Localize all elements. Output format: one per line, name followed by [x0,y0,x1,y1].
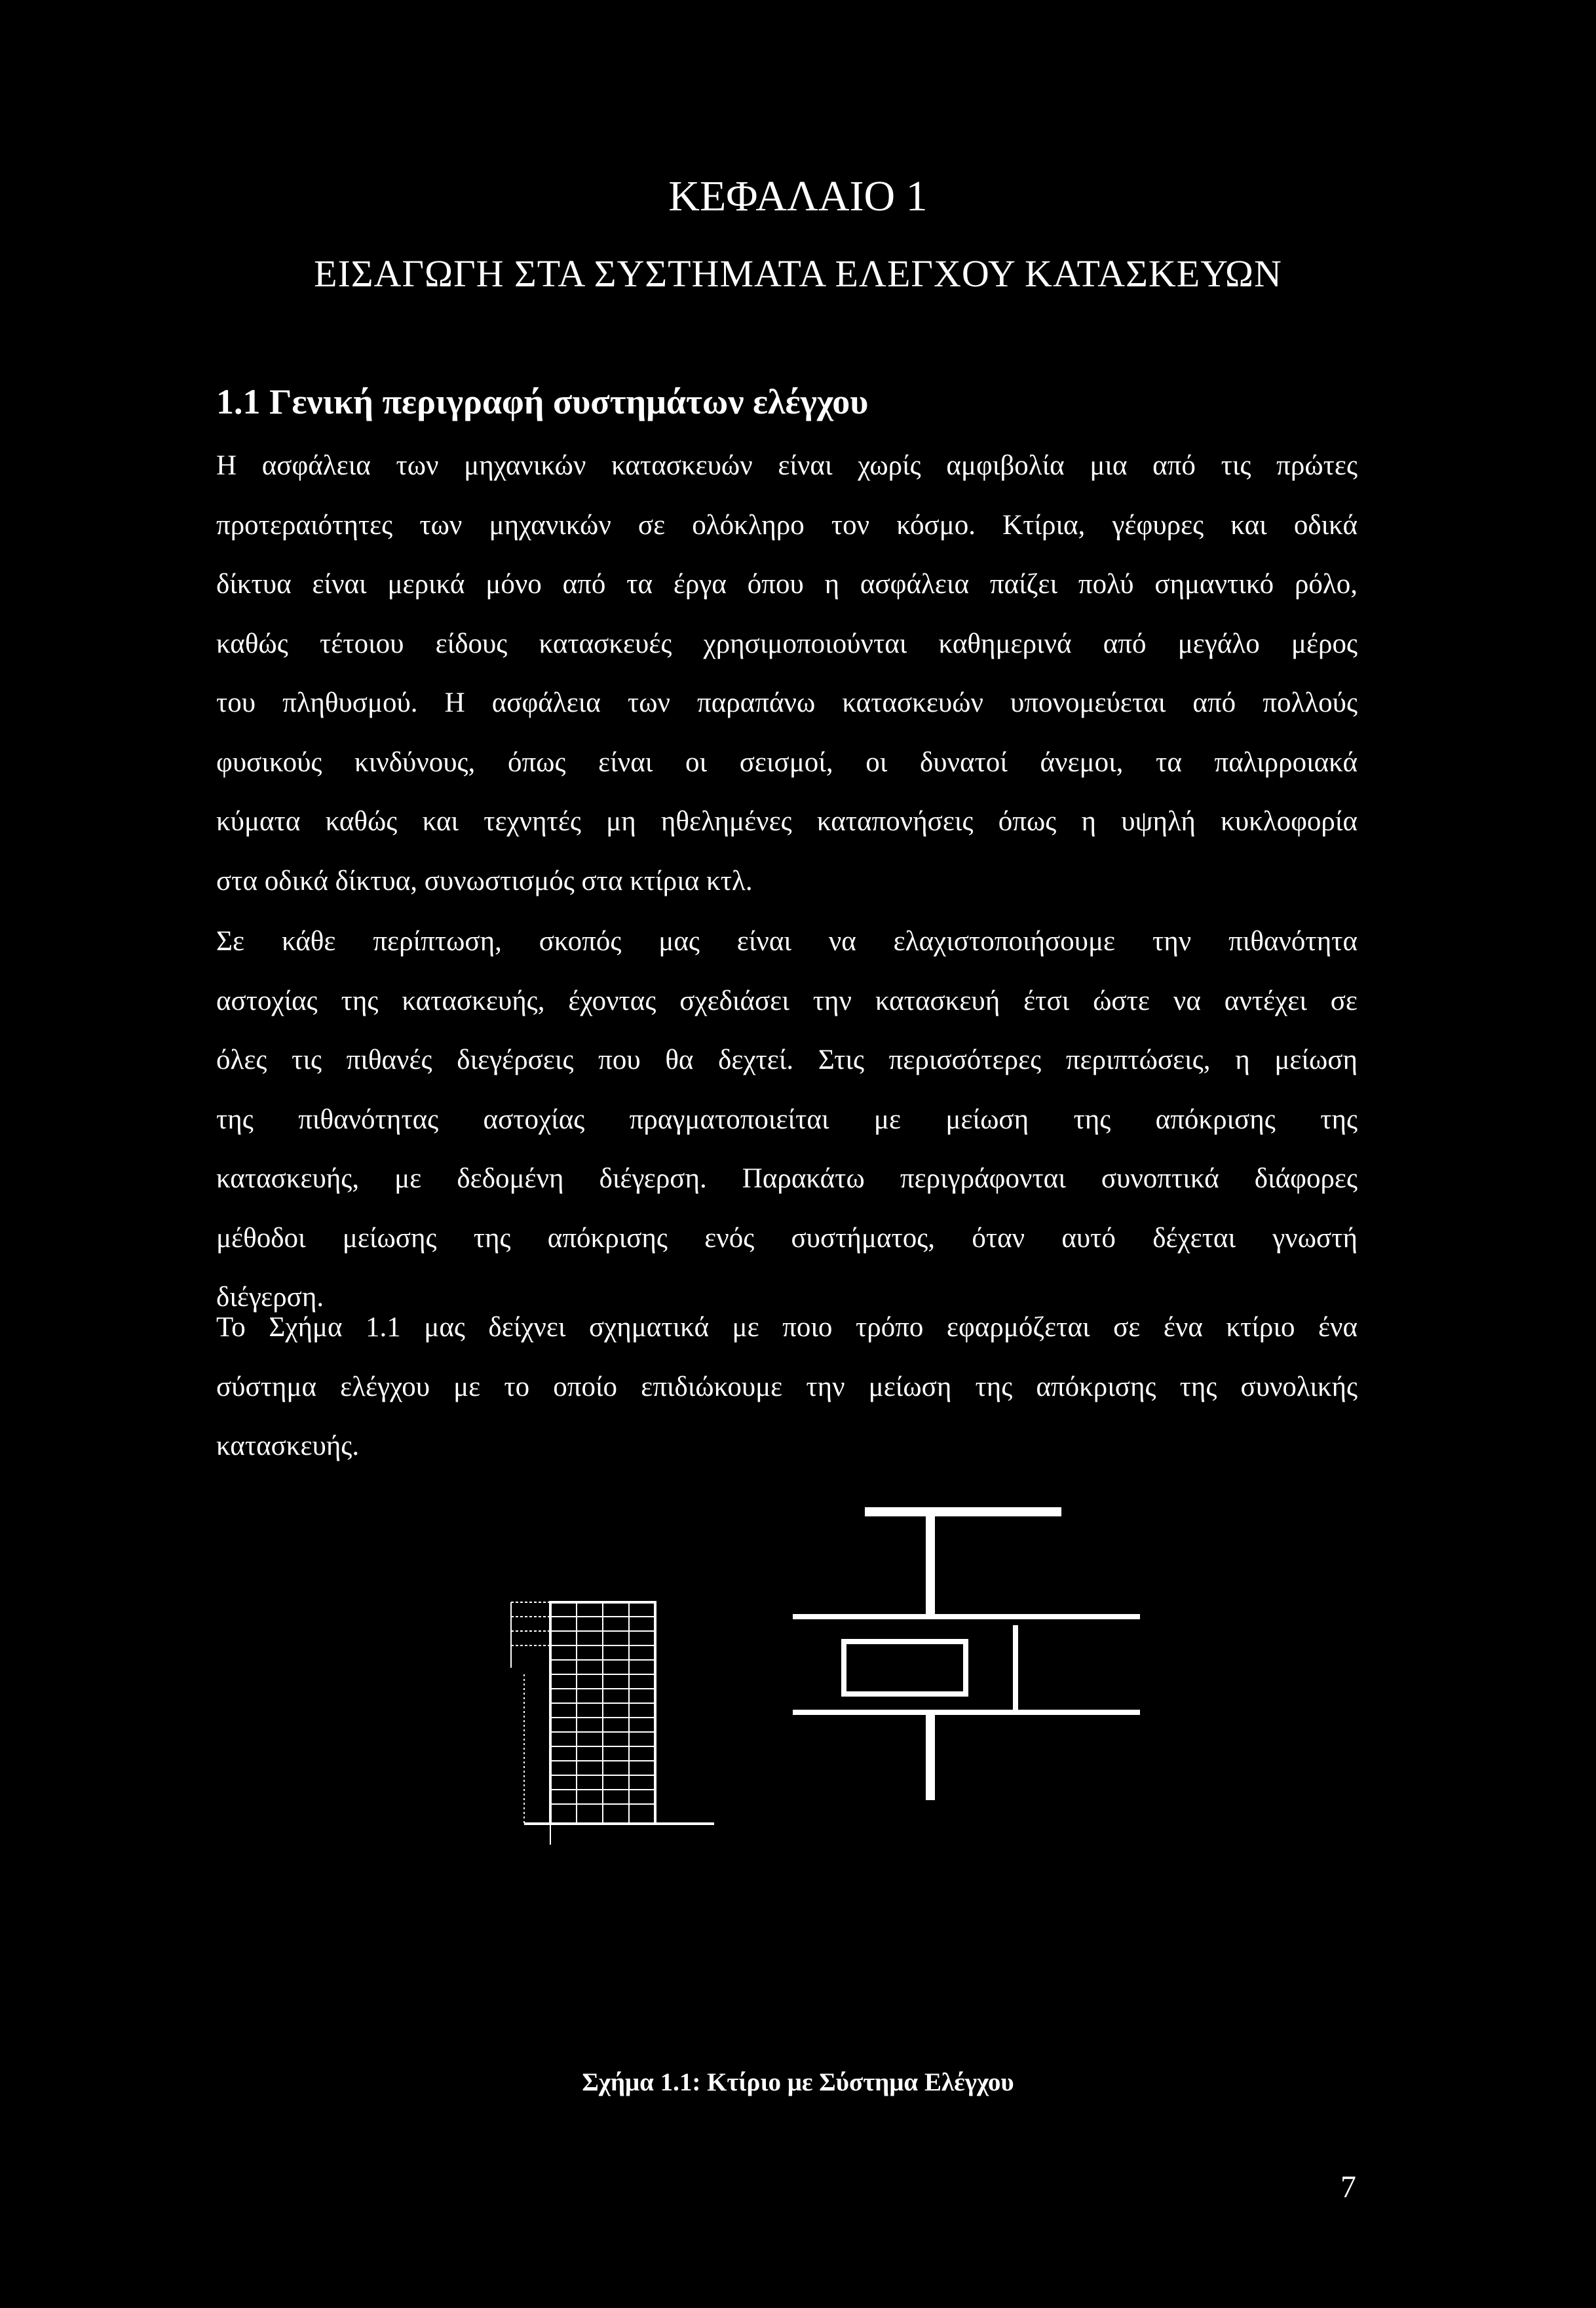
text-line: στα οδικά δίκτυα, συνωστισμός στα κτίρια κτλ. [216,865,753,896]
paragraph-3 [216,1298,1358,1476]
paragraph-1 [216,436,1358,911]
control-system-drawing [793,1512,1140,1800]
section-heading: 1.1 Γενική περιγραφή συστημάτων ελέγχου [216,382,869,421]
text-line: Η ασφάλεια των μηχανικών κατασκευών είναι χωρίς αμφιβολία μια από τις πρώτες [216,450,1358,481]
figure-caption: Σχήμα 1.1: Κτίριο με Σύστημα Ελέγχου [582,2068,1014,2096]
text-line: μέθοδοι μείωσης της απόκρισης ενός συστήματος, όταν αυτό δέχεται γνωστή [216,1222,1358,1254]
text-line: Το Σχήμα 1.1 μας δείχνει σχηματικά με ποιο τρόπο εφαρμόζεται σε ένα κτίριο ένα [216,1312,1358,1343]
chapter-subtitle: ΕΙΣΑΓΩΓΗ ΣΤΑ ΣΥΣΤΗΜΑΤΑ ΕΛΕΓΧΟΥ ΚΑΤΑΣΚΕΥΩΝ [314,252,1282,295]
text-line: του πληθυσμού. Η ασφάλεια των παραπάνω κατασκευών υπονομεύεται από πολλούς [216,687,1358,718]
text-line: καθώς τέτοιου είδους κατασκευές χρησιμοποιούνται καθημερινά από μεγάλο μέρος [216,628,1358,659]
building-drawing [511,1602,714,1845]
text-line: διέγερση. [216,1282,324,1313]
text-line: της πιθανότητας αστοχίας πραγματοποιείται με μείωση της απόκρισης της [216,1104,1358,1135]
text-line: αστοχίας της κατασκευής, έχοντας σχεδιάσει την κατασκευή έτσι ώστε να αντέχει σε [216,985,1358,1016]
chapter-title: ΚΕΦΑΛΑΙΟ 1 [668,172,928,220]
text-line: Σε κάθε περίπτωση, σκοπός μας είναι να ελαχιστοποιήσουμε την πιθανότητα [216,926,1358,957]
text-line: δίκτυα είναι μερικά μόνο από τα έργα όπου η ασφάλεια παίζει πολύ σημαντικό ρόλο, [216,569,1358,600]
text-line: φυσικούς κινδύνους, όπως είναι οι σεισμοί, οι δυνατοί άνεμοι, τα παλιρροιακά [216,746,1358,778]
page-number: 7 [1340,2170,1356,2204]
text-line: κατασκευής. [216,1431,360,1461]
text-line: προτεραιότητες των μηχανικών σε ολόκληρο τον κόσμο. Κτίρια, γέφυρες και οδικά [216,509,1358,541]
paragraph-2 [216,912,1358,1328]
text-line: σύστημα ελέγχου με το οποίο επιδιώκουμε την μείωση της απόκρισης της συνολικής [216,1371,1358,1402]
building-control-system-figure [498,1504,1153,2015]
text-line: κύματα καθώς και τεχνητές μη ηθελημένες καταπονήσεις όπως η υψηλή κυκλοφορία [216,806,1358,837]
text-line: κατασκευής, με δεδομένη διέγερση. Παρακάτω περιγράφονται συνοπτικά διάφορες [216,1163,1358,1194]
text-line: όλες τις πιθανές διεγέρσεις που θα δεχτεί. Στις περισσότερες περιπτώσεις, η μείωση [216,1045,1358,1075]
